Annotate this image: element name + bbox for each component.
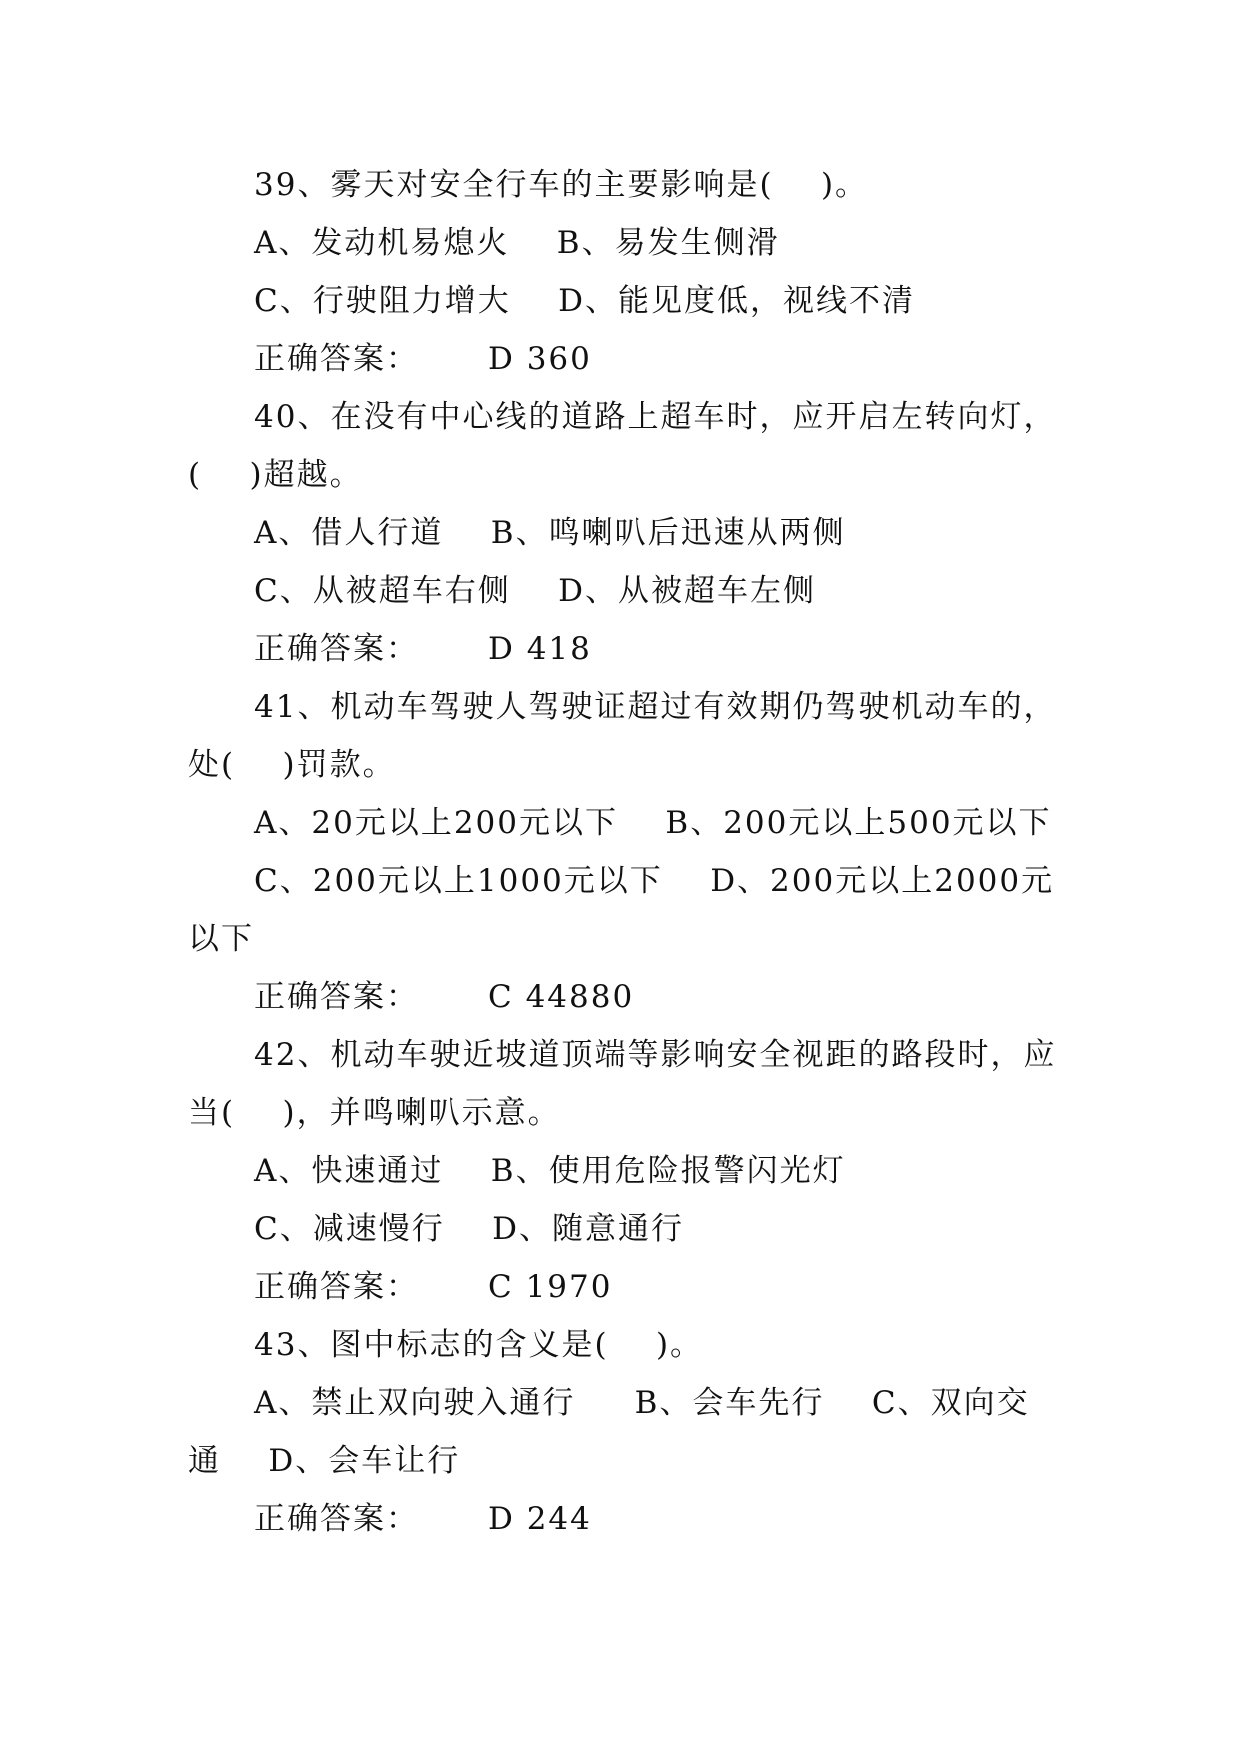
answer-line: [188, 1490, 1068, 1548]
answer-line: [188, 330, 1068, 388]
question-stem: 42、机动车驶近坡道顶端等影响安全视距的路段时，应: [254, 1037, 1057, 1073]
answer-label: 正确答案：: [254, 341, 419, 377]
option-line: A、发动机易熄火 B、易发生侧滑: [254, 225, 780, 261]
question-stem-continued: 处( )罚款。: [188, 747, 396, 783]
question-stem-continued: ( )超越。: [188, 457, 363, 493]
answer-value: C 1970: [488, 1269, 613, 1305]
answer-line: [188, 1258, 1068, 1316]
option-line: A、20元以上200元以下 B、200元以上500元以下: [254, 805, 1052, 841]
answer-label: 正确答案：: [254, 1501, 419, 1537]
option-line: C、减速慢行 D、随意通行: [254, 1211, 684, 1247]
question-40: [188, 388, 1068, 678]
answer-value: C 44880: [488, 979, 635, 1015]
question-stem: 40、在没有中心线的道路上超车时，应开启左转向灯，: [254, 399, 1057, 435]
question-42: [188, 1026, 1068, 1316]
question-41: [188, 678, 1068, 1026]
answer-value: D 360: [488, 341, 592, 377]
answer-label: 正确答案：: [254, 1269, 419, 1305]
question-stem-continued: 当( )，并鸣喇叭示意。: [188, 1095, 561, 1131]
answer-label: 正确答案：: [254, 979, 419, 1015]
option-line: C、200元以上1000元以下 D、200元以上2000元: [254, 863, 1055, 899]
option-line: A、禁止双向驶入通行 B、会车先行 C、双向交: [254, 1385, 1030, 1421]
answer-label: 正确答案：: [254, 631, 419, 667]
option-line: C、行驶阻力增大 D、能见度低，视线不清: [254, 283, 915, 319]
question-stem: 39、雾天对安全行车的主要影响是( )。: [254, 167, 869, 203]
option-line: C、从被超车右侧 D、从被超车左侧: [254, 573, 816, 609]
option-line: A、借人行道 B、鸣喇叭后迅速从两侧: [254, 515, 846, 551]
answer-value: D 244: [488, 1501, 592, 1537]
question-43: [188, 1316, 1068, 1548]
answer-value: D 418: [488, 631, 592, 667]
answer-line: [188, 620, 1068, 678]
option-line-continued: 以下: [188, 921, 254, 957]
answer-line: [188, 968, 1068, 1026]
option-line-continued: 通 D、会车让行: [188, 1443, 461, 1479]
question-stem: 41、机动车驾驶人驾驶证超过有效期仍驾驶机动车的，: [254, 689, 1057, 725]
question-list: [188, 156, 1068, 1548]
question-stem: 43、图中标志的含义是( )。: [254, 1327, 704, 1363]
option-line: A、快速通过 B、使用危险报警闪光灯: [254, 1153, 846, 1189]
question-39: [188, 156, 1068, 388]
